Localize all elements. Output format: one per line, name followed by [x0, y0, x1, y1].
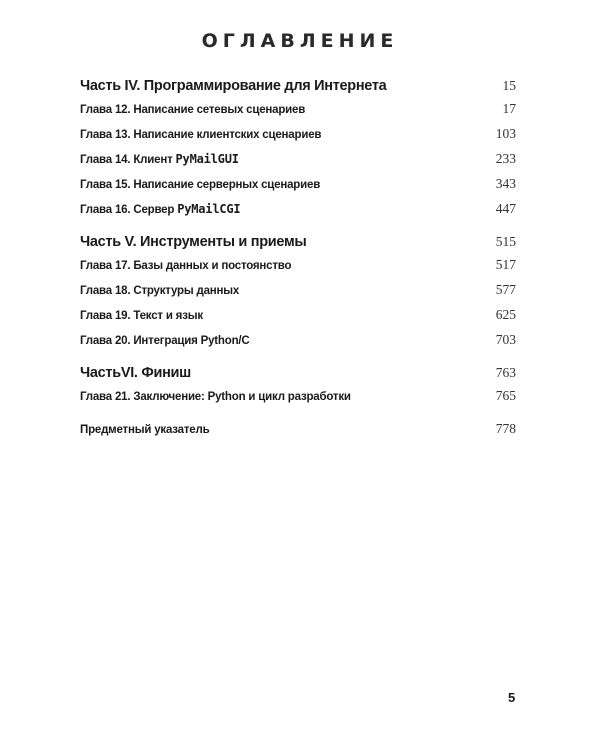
part-page: 763 — [495, 365, 516, 380]
toc-index[interactable] — [80, 421, 516, 437]
toc-chapter-20[interactable] — [80, 332, 516, 348]
toc-chapter-17[interactable] — [80, 257, 516, 273]
toc-chapter-12[interactable] — [80, 101, 516, 117]
toc-chapter-16[interactable] — [80, 201, 516, 217]
toc-chapter-13[interactable] — [80, 126, 516, 142]
chapter-page: 17 — [502, 101, 516, 116]
chapter-label: Глава 12. Написание сетевых сценариев — [80, 104, 306, 116]
chapter-page: 703 — [495, 332, 516, 347]
toc-chapter-21[interactable] — [80, 388, 516, 404]
part-label: ЧастьVI. Финиш — [80, 365, 191, 381]
toc-part-v[interactable] — [80, 234, 516, 250]
chapter-page: 577 — [495, 282, 516, 297]
part-label: Часть V. Инструменты и приемы — [80, 234, 307, 250]
chapter-label: Глава 21. Заключение: Python и цикл разработки — [80, 391, 351, 403]
index-page: 778 — [495, 421, 516, 436]
chapter-label: Глава 13. Написание клиентских сценариев — [80, 129, 322, 141]
toc-chapter-19[interactable] — [80, 307, 516, 323]
chapter-page: 517 — [495, 257, 516, 272]
chapter-page: 103 — [495, 126, 516, 141]
chapter-page: 765 — [495, 388, 516, 403]
chapter-label: Глава 16. Сервер PyMailCGI — [80, 202, 241, 216]
chapter-page: 625 — [495, 307, 516, 322]
part-page: 515 — [495, 234, 516, 249]
toc-chapter-15[interactable] — [80, 176, 516, 192]
toc-chapter-18[interactable] — [80, 282, 516, 298]
chapter-label: Глава 19. Текст и язык — [80, 310, 203, 322]
toc-chapter-14[interactable] — [80, 151, 516, 167]
chapter-label: Глава 17. Базы данных и постоянство — [80, 260, 292, 272]
page-title: ОГЛАВЛЕНИЕ — [201, 30, 399, 52]
chapter-label: Глава 14. Клиент PyMailGUI — [80, 152, 239, 166]
index-label: Предметный указатель — [80, 424, 210, 436]
chapter-page: 343 — [495, 176, 516, 191]
toc-part-vi[interactable] — [80, 365, 516, 381]
toc-part-iv[interactable] — [80, 78, 516, 94]
chapter-code-name: PyMailCGI — [177, 202, 241, 216]
chapter-label: Глава 20. Интеграция Python/C — [80, 335, 250, 347]
chapter-page: 447 — [495, 201, 516, 216]
table-of-contents — [80, 78, 516, 437]
page-number: 5 — [508, 690, 516, 705]
part-label: Часть IV. Программирование для Интернета — [80, 78, 387, 94]
part-page: 15 — [502, 78, 516, 93]
chapter-page: 233 — [495, 151, 516, 166]
chapter-code-name: PyMailGUI — [175, 152, 239, 166]
chapter-label: Глава 18. Структуры данных — [80, 285, 240, 297]
chapter-label: Глава 15. Написание серверных сценариев — [80, 179, 321, 191]
